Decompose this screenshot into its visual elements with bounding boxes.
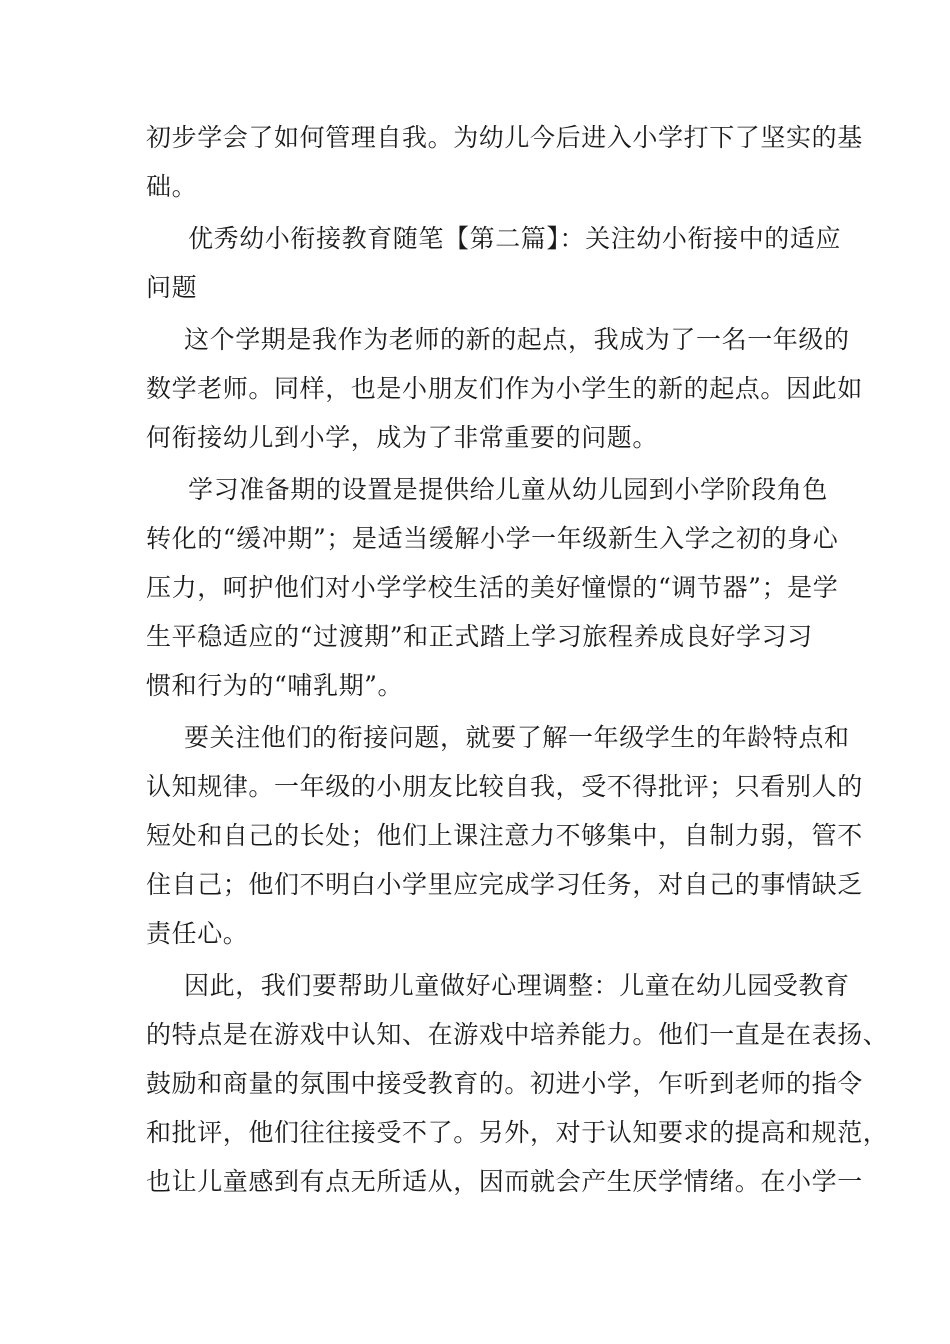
text-line: 要关注他们的衔接问题，就要了解一年级学生的年龄特点和: [184, 723, 850, 752]
text-line: 也让儿童感到有点无所适从，因而就会产生厌学情绪。在小学一: [146, 1167, 863, 1196]
text-line: 生平稳适应的“过渡期”和正式踏上学习旅程养成良好学习习: [146, 622, 813, 651]
text-line: 数学老师。同样，也是小朋友们作为小学生的新的起点。因此如: [146, 374, 863, 403]
paragraph-1: [146, 113, 863, 211]
text-line: 优秀幼小衔接教育随笔【第二篇】：关注幼小衔接中的适应: [188, 224, 842, 253]
paragraph-6: [146, 961, 889, 1206]
text-line: 因此，我们要帮助儿童做好心理调整：儿童在幼儿园受教育: [184, 971, 850, 1000]
text-line: 责任心。: [146, 919, 249, 948]
paragraph-4: [146, 465, 839, 710]
text-line: 压力，呵护他们对小学学校生活的美好憧憬的“调节器”；是学: [146, 573, 839, 602]
text-line: 短处和自己的长处；他们上课注意力不够集中，自制力弱，管不: [146, 821, 863, 850]
paragraph-5: [146, 713, 863, 958]
text-line: 鼓励和商量的氛围中接受教育的。初进小学，乍听到老师的指令: [146, 1069, 863, 1098]
text-line: 的特点是在游戏中认知、在游戏中培养能力。他们一直是在表扬、: [146, 1020, 889, 1049]
text-line: 和批评，他们往往接受不了。另外，对于认知要求的提高和规范，: [146, 1118, 889, 1147]
text-line: 问题: [146, 273, 198, 302]
paragraph-3: [146, 315, 863, 462]
text-line: 转化的“缓冲期”；是适当缓解小学一年级新生入学之初的身心: [146, 524, 839, 553]
document-body: [146, 113, 889, 1206]
text-line: 初步学会了如何管理自我。为幼儿今后进入小学打下了坚实的基: [146, 123, 863, 152]
paragraph-2-heading: [146, 214, 842, 312]
text-line: 何衔接幼儿到小学，成为了非常重要的问题。: [146, 423, 659, 452]
text-line: 认知规律。一年级的小朋友比较自我，受不得批评；只看别人的: [146, 772, 863, 801]
text-line: 住自己；他们不明白小学里应完成学习任务，对自己的事情缺乏: [146, 870, 863, 899]
text-line: 这个学期是我作为老师的新的起点，我成为了一名一年级的: [184, 325, 850, 354]
text-line: 惯和行为的“哺乳期”。: [146, 671, 404, 700]
text-line: 学习准备期的设置是提供给儿童从幼儿园到小学阶段角色: [188, 475, 829, 504]
text-line: 础。: [146, 172, 198, 201]
